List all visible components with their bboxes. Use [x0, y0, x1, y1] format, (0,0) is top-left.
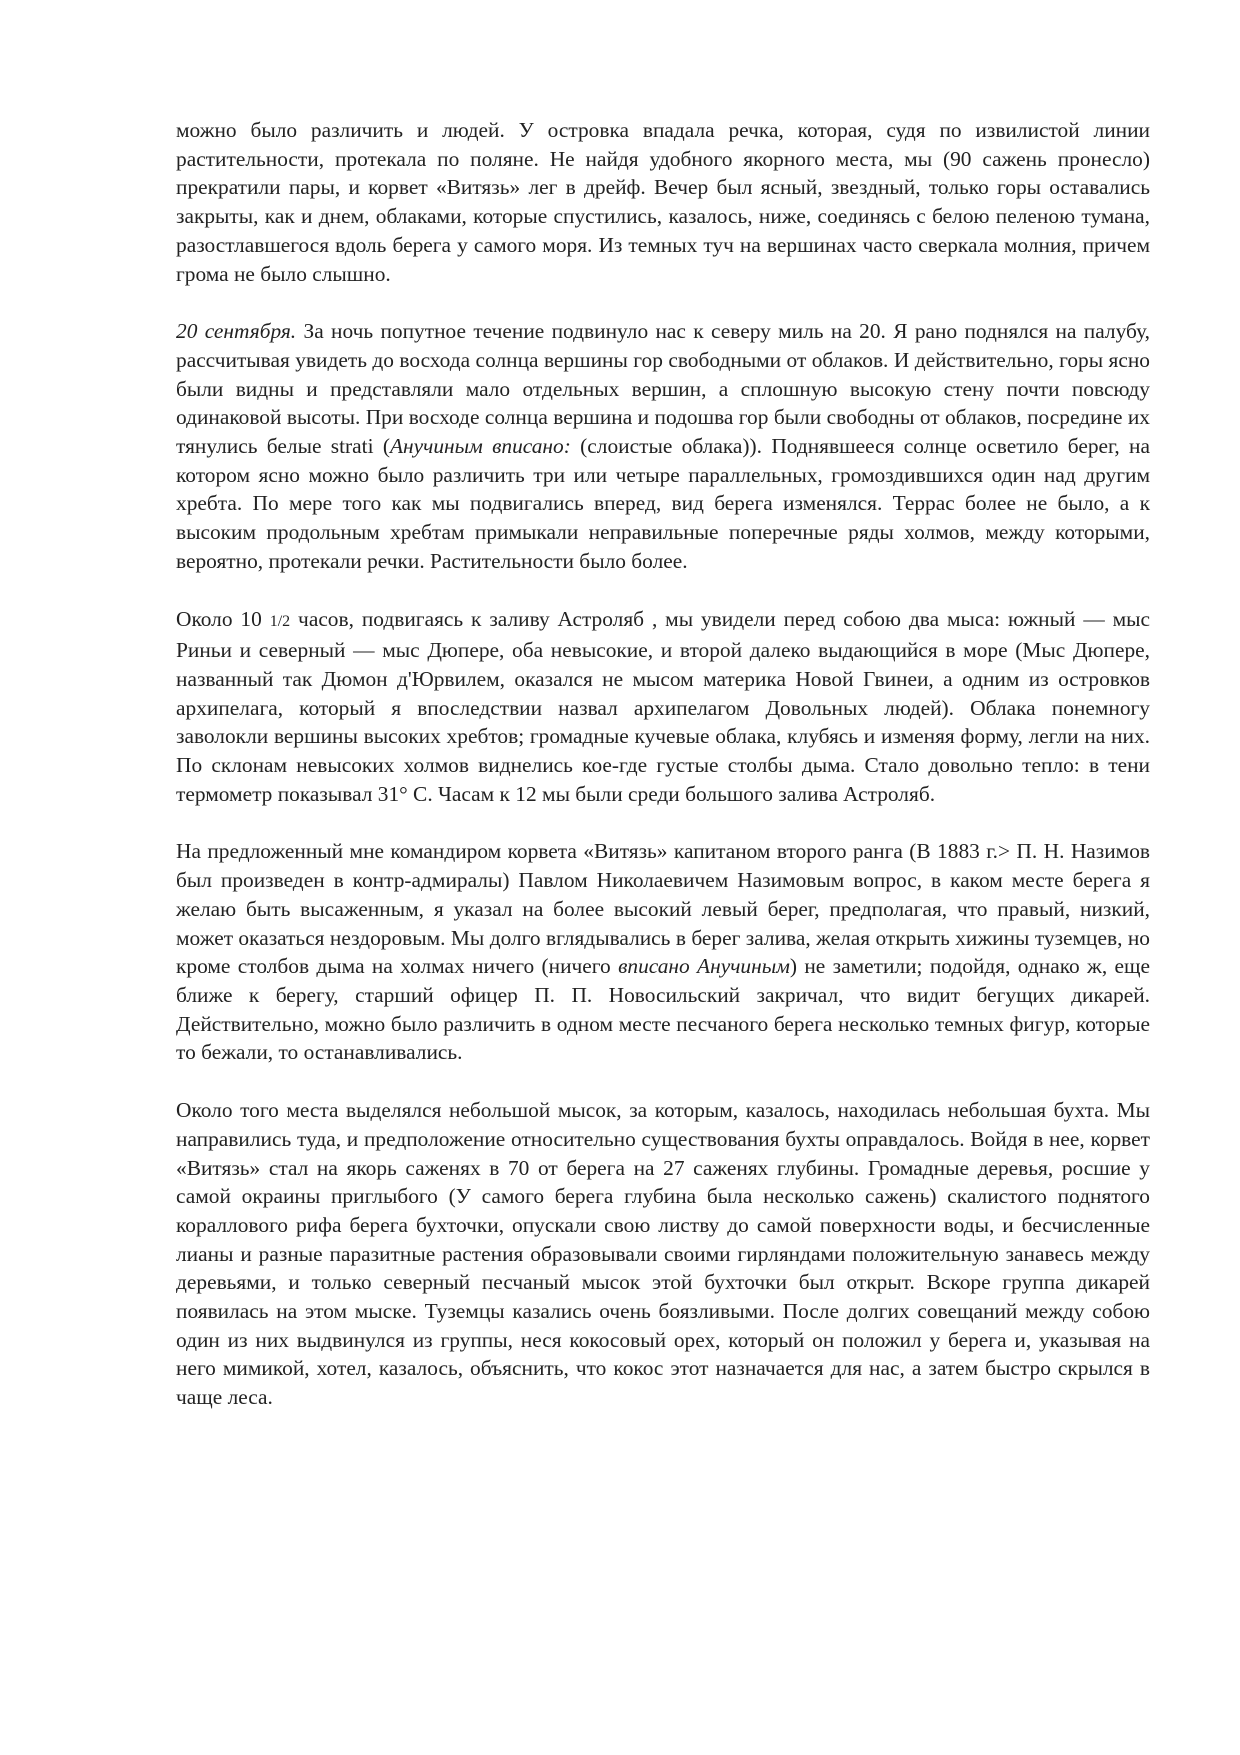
editor-note: вписано Анучиным: [618, 954, 790, 979]
text-segment: За ночь попутное течение подвинуло нас к северу миль на 20. Я рано поднялся на палубу, рассчитывая увидеть до восхода солнца вершины гор свободными от облаков. И действительно, горы ясно были видны и представляли мало отдельных вершин, а сплошную высокую стену почти повсюду одинаковой высоты. При восходе солнца вершина и подошва гор были свободны от облаков, посредине их тянулись белые strati (: [176, 319, 1150, 459]
text-segment: ) не заметили; подойдя, однако ж, еще ближе к берегу, старший офицер П. П. Новосильский закричал, что видит бегущих дикарей. Действительно, можно было различить в одном месте песчаного берега несколько темных фигур, которые то бежали, то останавливались.: [176, 954, 1150, 1065]
text-segment: Около того места выделялся небольшой мысок, за которым, казалось, находилась небольшая бухта. Мы направились туда, и предположение относительно существования бухты оправдалось. Войдя в нее, корвет «Витязь» стал на якорь саженях в 70 от берега на 27 саженях глубины. Громадные деревья, росшие у самой окраины приглыбого (У самого берега глубина была несколько сажень) скалистого поднятого кораллового рифа берега бухточки, опускали свою листву до самой поверхности воды, и бесчисленные лианы и разные паразитные растения образовывали своими гирляндами положительную занавесь между деревьями, и только северный песчаный мысок этой бухточки был открыт. Вскоре группа дикарей появилась на этом мыске. Туземцы казались очень боязливыми. После долгих совещаний между собою один из них выдвинулся из группы, неся кокосовый орех, который он положил у берега и, указывая на него мимикой, хотел, казалось, объяснить, что кокос этот назначается для нас, а затем быстро скрылся в чаще леса.: [176, 1098, 1150, 1410]
paragraph-5: [176, 1096, 1150, 1412]
date-heading: 20 сентября.: [176, 319, 297, 344]
text-segment: (слоистые облака)). Поднявшееся солнце осветило берег, на котором ясно можно было различить три или четыре параллельных, громоздившихся один над другим хребта. По мере того как мы подвигались вперед, вид берега изменялся. Террас более не было, а к высоким продольным хребтам примыкали неправильные поперечные ряды холмов, между которыми, вероятно, протекали речки. Растительности было более.: [176, 434, 1150, 573]
text-segment: часов, подвигаясь к заливу Астроляб , мы увидели перед собою два мыса: южный — мыс Риньи и северный — мыс Дюпере, оба невысокие, и второй далеко выдающийся в море (Мыс Дюпере, названный так Дюмон д'Юрвилем, оказался не мысом материка Новой Гвинеи, а одним из островков архипелага, который я впоследствии назвал архипелагом Довольных людей). Облака понемногу заволокли вершины высоких хребтов; громадные кучевые облака, клубясь и изменяя форму, легли на них. По склонам невысоких холмов виднелись кое-где густые столбы дыма. Стало довольно тепло: в тени термометр показывал 31° С. Часам к 12 мы были среди большого залива Астроляб.: [176, 606, 1151, 806]
paragraph-1: [176, 116, 1150, 288]
paragraph-2: [176, 317, 1150, 575]
text-segment: Около 10: [176, 606, 270, 631]
fraction: 1/2: [269, 612, 291, 630]
paragraph-3: [176, 605, 1150, 809]
document-page: [176, 116, 1150, 1441]
text-segment: На предложенный мне командиром корвета «Витязь» капитаном второго ранга (В 1883 г.> П. Н. Назимов был произведен в контр-адмиралы) Павлом Николаевичем Назимовым вопрос, в каком месте берега я желаю быть высаженным, я указал на более высокий левый берег, предполагая, что правый, низкий, может оказаться нездоровым. Мы долго вглядывались в берег залива, желая открыть хижины туземцев, но кроме столбов дыма на холмах ничего (ничего: [176, 839, 1150, 979]
paragraph-4: [176, 837, 1150, 1067]
text-segment: можно было различить и людей. У островка впадала речка, которая, судя по извилистой линии растительности, протекала по поляне. Не найдя удобного якорного места, мы (90 сажень пронесло) прекратили пары, и корвет «Витязь» лег в дрейф. Вечер был ясный, звездный, только горы оставались закрыты, как и днем, облаками, которые спустились, казалось, ниже, соединясь с белою пеленою тумана, разостлавшегося вдоль берега у самого моря. Из темных туч на вершинах часто сверкала молния, причем грома не было слышно.: [176, 118, 1150, 286]
editor-note: Анучиным вписано:: [389, 434, 571, 459]
